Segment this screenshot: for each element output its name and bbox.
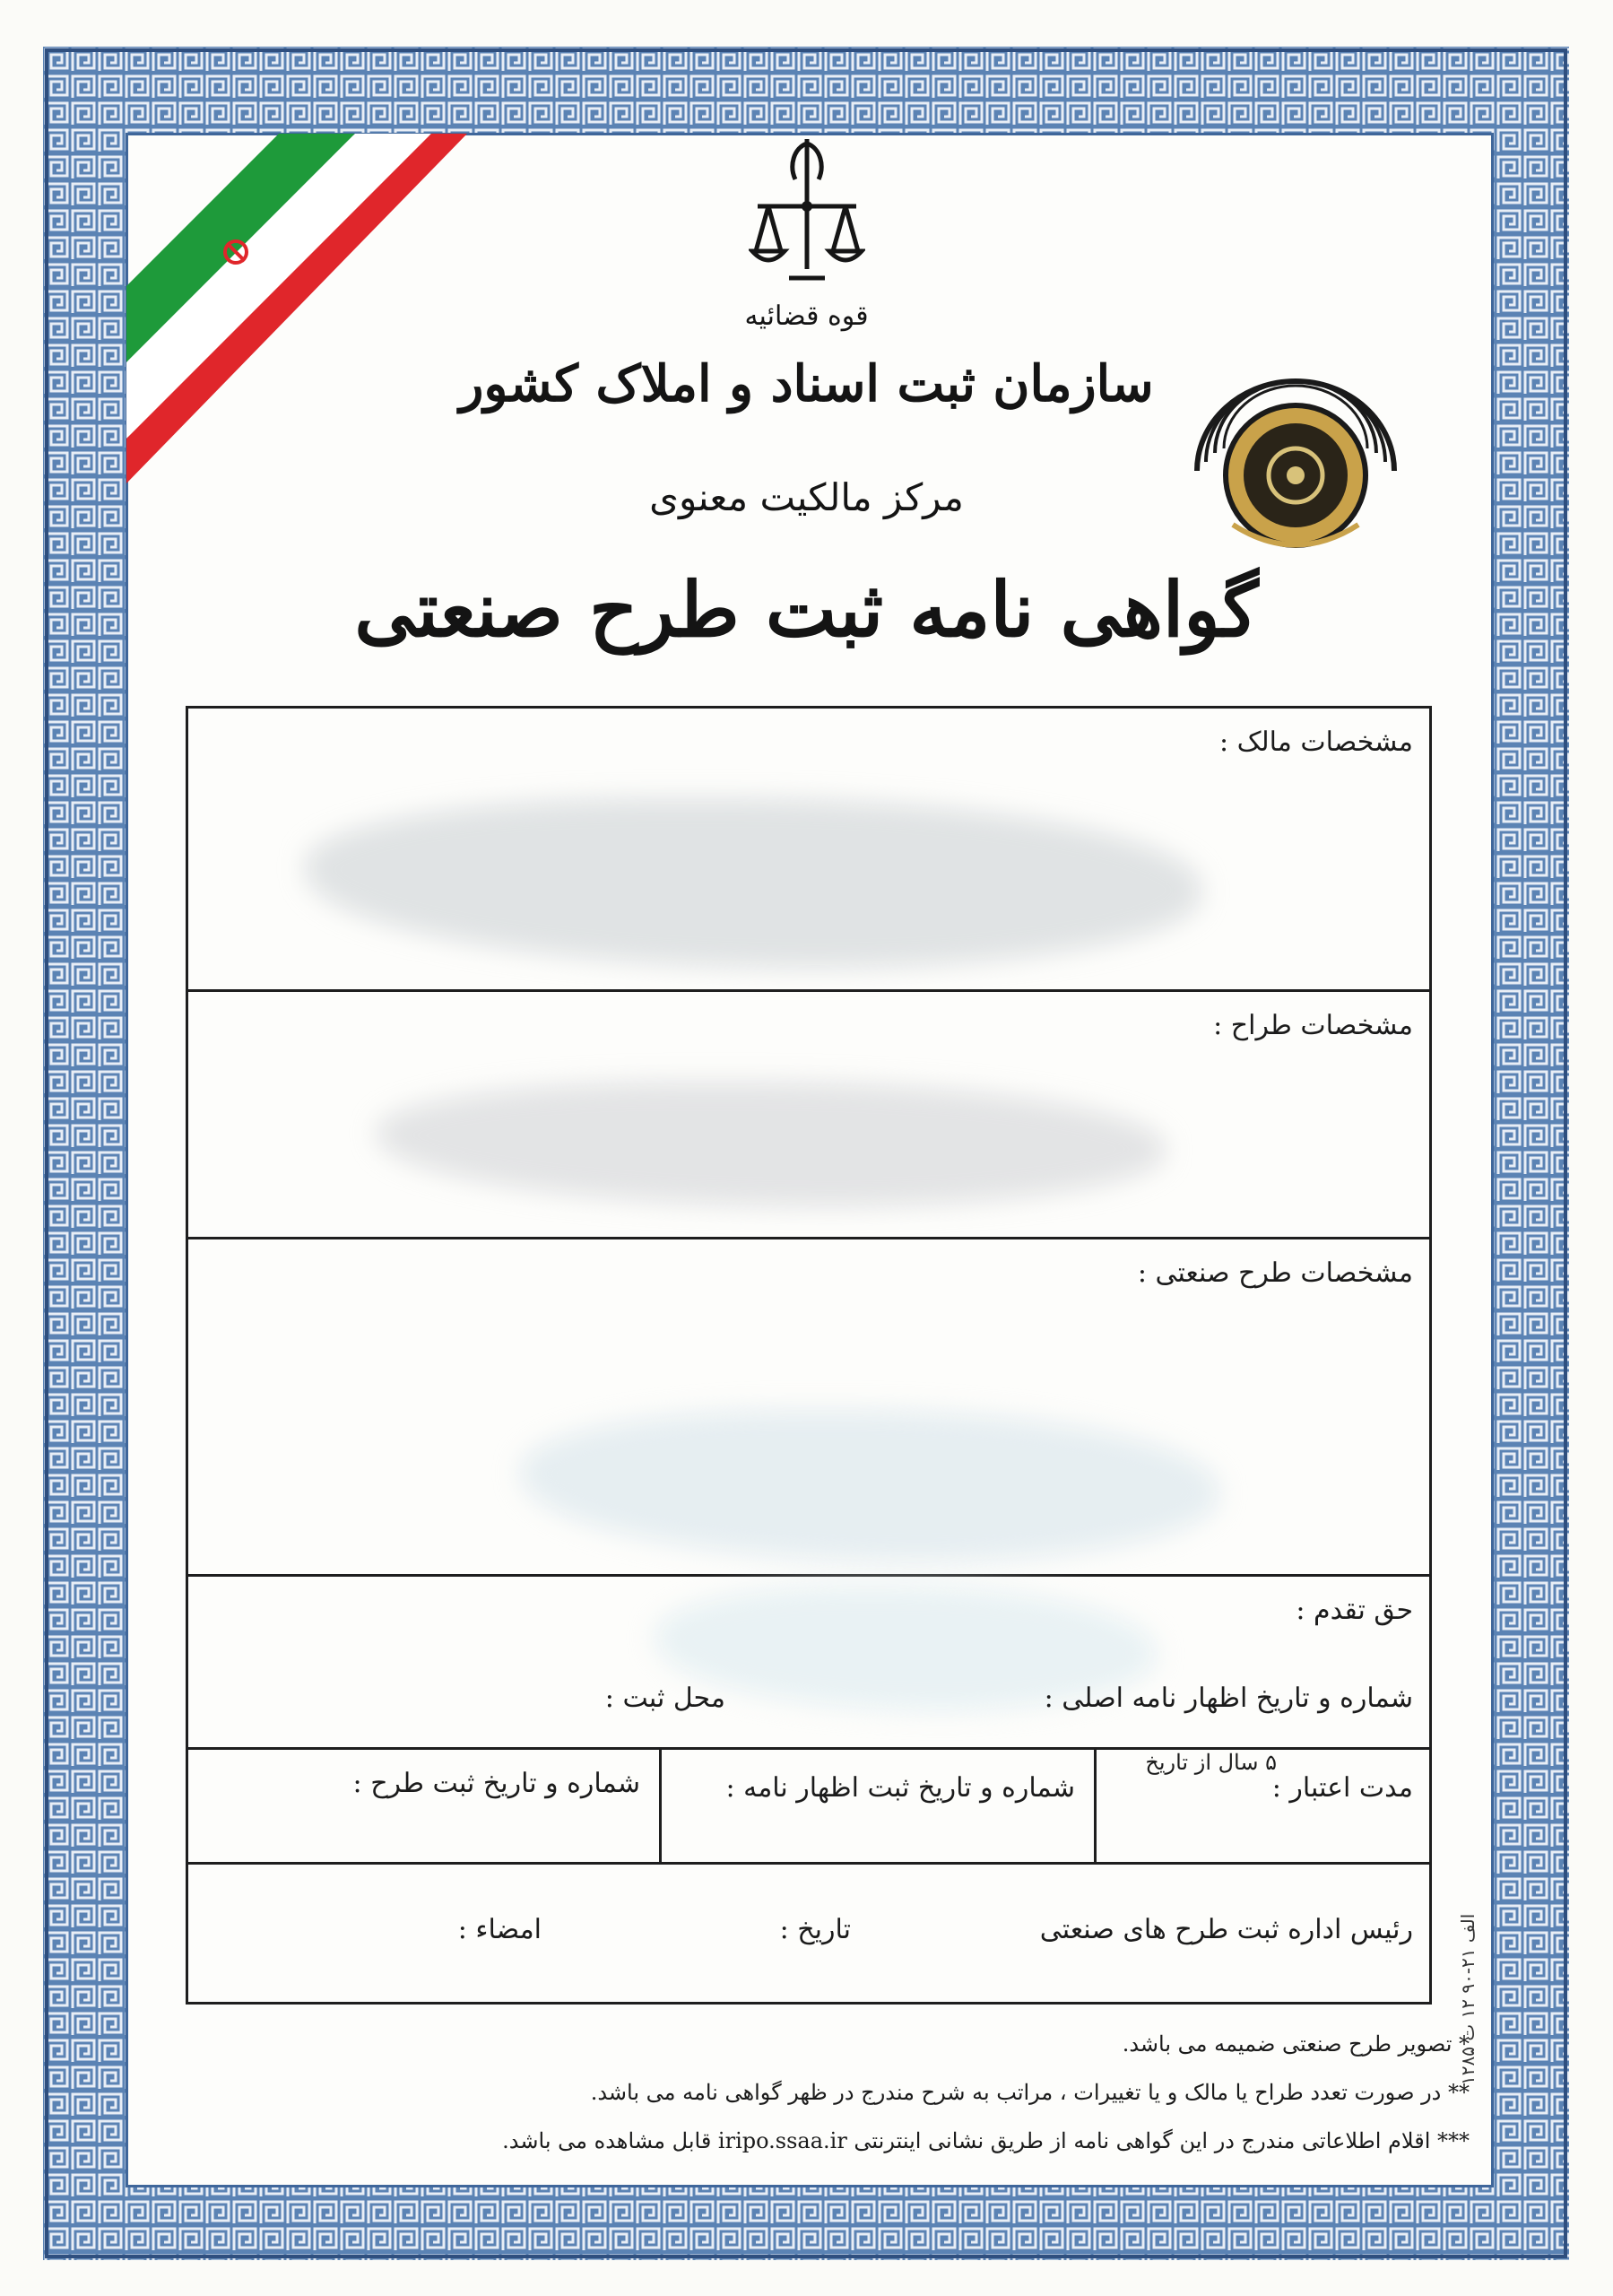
priority-label: حق تقدم : [1296,1595,1413,1626]
redacted-area [305,798,1201,969]
designer-label: مشخصات طراح : [1213,1010,1413,1041]
design-registration-label: شماره و تاریخ ثبت طرح : [352,1768,640,1799]
validity-value: ۵ سال از تاریخ [1145,1750,1277,1775]
design-section [188,1239,1429,1577]
owner-label: مشخصات مالک : [1219,726,1413,758]
judiciary-label: قوه قضائیه [744,300,869,332]
footnote-1: * تصویر طرح صنعتی ضمیمه می باشد. [1122,2031,1470,2057]
registration-row [188,1750,1429,1865]
footnote-3: *** اقلام اطلاعاتی مندرج در این گواهی نامه از طریق نشانی اینترنتی iripo.ssaa.ir قابل مشاهده می باشد. [502,2128,1470,2153]
validity-label: مدت اعتبار : [1271,1772,1413,1804]
redacted-area [520,1410,1219,1562]
column-divider [659,1750,662,1862]
column-divider [1094,1750,1097,1862]
design-label: مشخصات طرح صنعتی : [1137,1257,1413,1289]
declaration-registration-label: شماره و تاریخ ثبت اظهار نامه : [725,1772,1075,1804]
head-of-office-label: رئیس اداره ثبت طرح های صنعتی [1039,1914,1413,1945]
priority-section [188,1577,1429,1750]
original-declaration-label: شماره و تاریخ اظهار نامه اصلی : [1044,1683,1413,1714]
footnotes [232,2020,1470,2165]
signature-label: امضاء : [457,1914,542,1945]
center-name: مرکز مالکیت معنوی [649,475,964,519]
redacted-area [377,1082,1166,1207]
registration-place-label: محل ثبت : [604,1683,725,1714]
footnote-2: ** در صورت تعدد طراح یا مالک و یا تغییرات ، مراتب به شرح مندرج در ظهر گواهی نامه می باشد. [590,2080,1470,2105]
serial-number: ۱۲۸۵ الف ۲۱-۹۰ ۱۲ ت [1457,1913,1479,2085]
date-label: تاریخ : [779,1914,851,1945]
certificate-title: گواهی نامه ثبت طرح صنعتی [354,565,1259,654]
signature-row [188,1865,1429,2002]
designer-section [188,992,1429,1239]
organization-name: سازمان ثبت اسناد و املاک کشور [459,354,1154,413]
certificate-form [186,706,1432,2005]
owner-section [188,709,1429,992]
judiciary-emblem-icon [749,135,865,296]
